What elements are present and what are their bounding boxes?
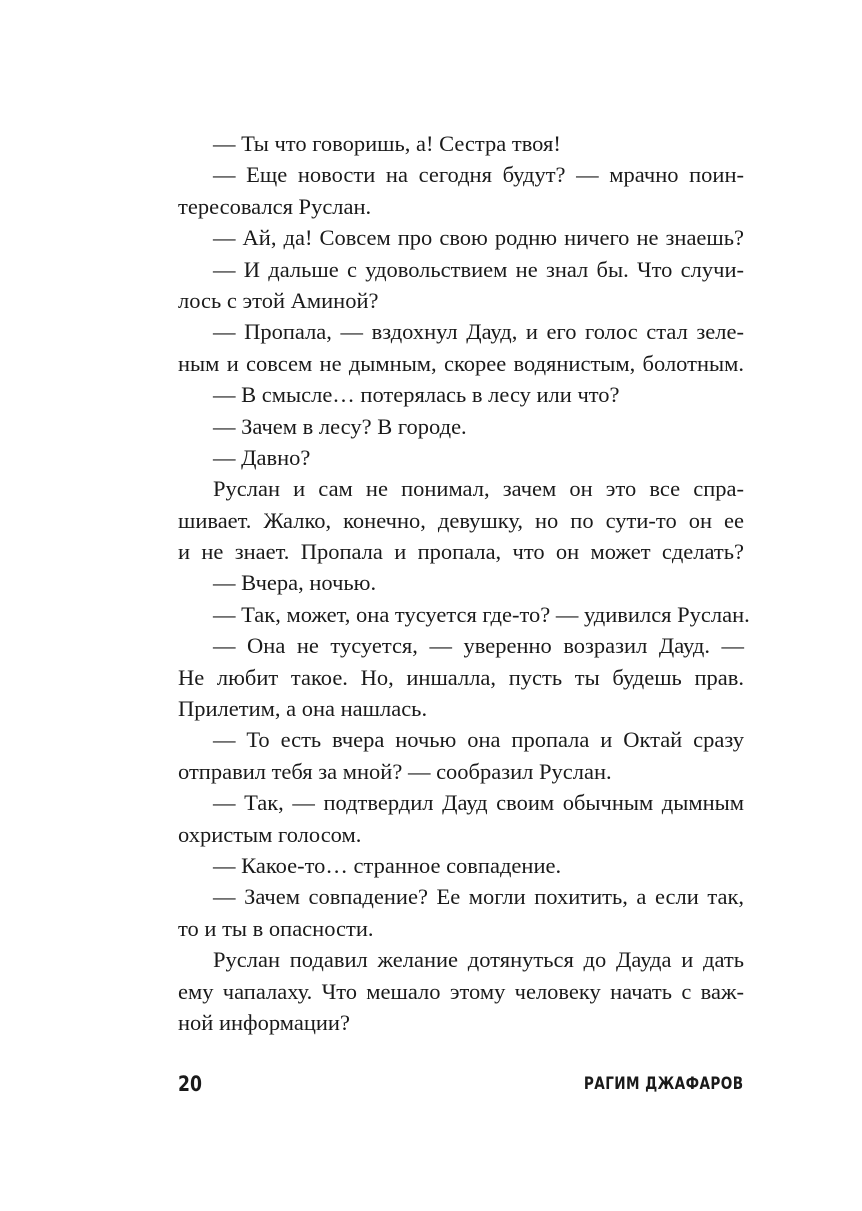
page-number: 20	[178, 1072, 202, 1096]
text-line: — То есть вчера ночью она пропала и Октай сразу	[213, 727, 744, 753]
text-line: охристым голосом.	[178, 821, 362, 847]
text-line: — Пропала, — вздохнул Дауд, и его голос стал зеле-	[213, 319, 744, 345]
text-line: лось с этой Аминой?	[178, 287, 379, 313]
text-line: Не любит такое. Но, иншалла, пусть ты будешь прав.	[178, 664, 744, 690]
page-footer	[178, 1072, 744, 1102]
text-line: — В смысле… потерялась в лесу или что?	[213, 382, 620, 408]
text-line: ему чапалаху. Что мешало этому человеку начать с важ-	[178, 978, 744, 1004]
text-line: — Какое-то… странное совпадение.	[213, 852, 562, 878]
text-line: и не знает. Пропала и пропала, что он может сделать?	[178, 539, 744, 565]
text-line: ным и совсем не дымным, скорее водянистым, болотным.	[178, 350, 744, 376]
text-line: — Ай, да! Совсем про свою родню ничего не знаешь?	[213, 225, 744, 251]
text-line: тересовался Руслан.	[178, 193, 372, 219]
text-line: — Давно?	[213, 444, 311, 470]
running-header-author: РАГИМ ДЖАФАРОВ	[584, 1074, 744, 1094]
text-line: — Вчера, ночью.	[213, 570, 377, 596]
text-line: — Она не тусуется, — уверенно возразил Дауд. —	[213, 633, 744, 659]
text-line: — Зачем в лесу? В городе.	[213, 413, 467, 439]
text-line: — Так, может, она тусуется где-то? — удивился Руслан.	[213, 601, 750, 627]
text-line: ной информации?	[178, 1009, 350, 1035]
text-line: Прилетим, а она нашлась.	[178, 696, 428, 722]
text-line: то и ты в опасности.	[178, 915, 374, 941]
text-line: Руслан подавил желание дотянуться до Дауда и дать	[213, 947, 744, 973]
text-line: шивает. Жалко, конечно, девушку, но по сути-то он ее	[178, 507, 744, 533]
text-line: — Зачем совпадение? Ее могли похитить, а если так,	[213, 884, 744, 910]
text-line: отправил тебя за мной? — сообразил Руслан.	[178, 758, 612, 784]
text-line: — Еще новости на сегодня будут? — мрачно поин-	[213, 162, 744, 188]
body-text	[178, 128, 750, 1038]
text-line: Руслан и сам не понимал, зачем он это все спра-	[213, 476, 744, 502]
text-line: — И дальше с удовольствием не знал бы. Что случи-	[213, 256, 744, 282]
text-line: — Ты что говоришь, а! Сестра твоя!	[213, 131, 561, 156]
text-line: — Так, — подтвердил Дауд своим обычным дымным	[213, 790, 744, 816]
